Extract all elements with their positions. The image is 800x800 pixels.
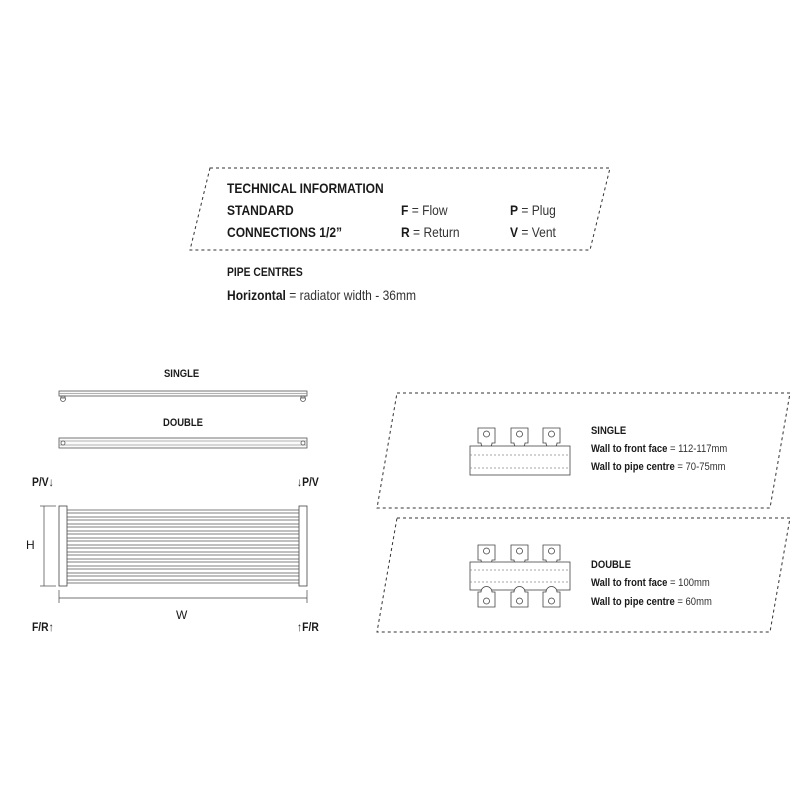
legend-flow: F = Flow [401, 202, 448, 218]
tech-info-title: TECHNICAL INFORMATION [227, 180, 384, 196]
single-pipe-centre: Wall to pipe centre = 70-75mm [591, 461, 726, 473]
fr-right-label: ↑F/R [297, 620, 319, 634]
single-front-face: Wall to front face = 112-117mm [591, 443, 728, 455]
pv-left-label: P/V↓ [32, 475, 54, 489]
dimension-lines [40, 506, 307, 603]
single-view-label: SINGLE [164, 368, 200, 380]
fr-left-label: F/R↑ [32, 620, 54, 634]
double-detail-frame [377, 518, 790, 632]
double-pipe-centre: Wall to pipe centre = 60mm [591, 596, 712, 608]
double-top-view [59, 438, 307, 448]
pv-right-label: ↓P/V [297, 475, 319, 489]
pipe-centres-rule: Horizontal = radiator width - 36mm [227, 287, 417, 303]
double-panel-title: DOUBLE [591, 559, 631, 571]
standard-label: STANDARD [227, 202, 294, 218]
single-top-view [59, 391, 307, 402]
double-profile-detail [470, 545, 570, 607]
radiator-front-view [59, 506, 307, 586]
legend-plug: P = Plug [510, 202, 556, 218]
double-front-face: Wall to front face = 100mm [591, 577, 710, 589]
height-label: H [26, 538, 35, 552]
legend-return: R = Return [401, 224, 460, 240]
legend-vent: V = Vent [510, 224, 556, 240]
single-profile-detail [470, 428, 570, 475]
single-panel-title: SINGLE [591, 425, 627, 437]
pipe-centres-heading: PIPE CENTRES [227, 265, 303, 279]
double-view-label: DOUBLE [163, 417, 203, 429]
connections-label: CONNECTIONS 1/2” [227, 224, 343, 240]
width-label: W [176, 608, 188, 622]
